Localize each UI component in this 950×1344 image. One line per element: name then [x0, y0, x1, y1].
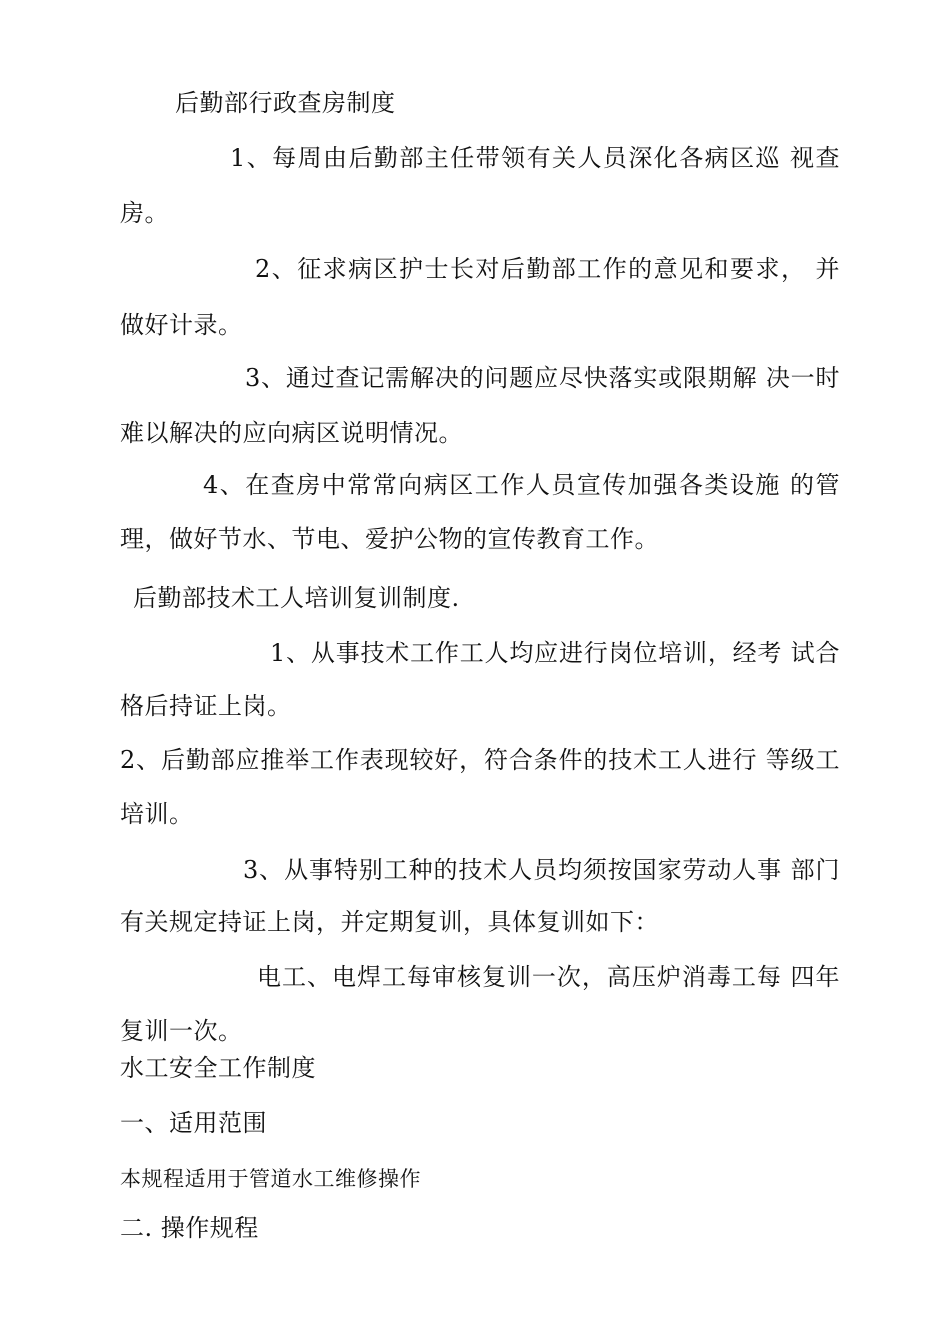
paragraph-line: 3、从事特别工种的技术人员均须按国家劳动人事 部门	[243, 856, 840, 884]
paragraph-line: 复训一次。	[120, 1017, 243, 1045]
paragraph-line: 难以解决的应向病区说明情况。	[120, 419, 463, 447]
paragraph-line: 1、每周由后勤部主任带领有关人员深化各病区巡 视查	[230, 144, 840, 172]
subheading-procedures: 二. 操作规程	[120, 1214, 259, 1242]
scope-text: 本规程适用于管道水工维修操作	[120, 1167, 421, 1191]
paragraph-line: 4、在查房中常常向病区工作人员宣传加强各类设施 的管	[203, 471, 840, 499]
paragraph-line: 3、通过查记需解决的问题应尽快落实或限期解 决一时	[245, 364, 840, 392]
section-title-admin-rounds: 后勤部行政查房制度	[175, 89, 396, 117]
paragraph-line: 2、征求病区护士长对后勤部工作的意见和要求， 并	[255, 255, 840, 283]
paragraph-line: 做好计录。	[120, 311, 243, 339]
paragraph-line: 培训。	[120, 800, 194, 828]
paragraph-line: 房。	[120, 199, 169, 227]
section-title-water-safety: 水工安全工作制度	[120, 1054, 316, 1082]
paragraph-line: 电工、电焊工每审核复训一次，高压炉消毒工每 四年	[257, 963, 840, 991]
paragraph-line: 2、后勤部应推举工作表现较好，符合条件的技术工人进行 等级工	[120, 746, 840, 774]
subheading-scope: 一、适用范围	[120, 1109, 267, 1137]
section-title-training: 后勤部技术工人培训复训制度.	[133, 584, 460, 612]
paragraph-line: 理，做好节水、节电、爱护公物的宣传教育工作。	[120, 525, 659, 553]
paragraph-line: 1、从事技术工作工人均应进行岗位培训，经考 试合	[270, 639, 840, 667]
paragraph-line: 有关规定持证上岗，并定期复训，具体复训如下：	[120, 908, 659, 936]
paragraph-line: 格后持证上岗。	[120, 692, 292, 720]
